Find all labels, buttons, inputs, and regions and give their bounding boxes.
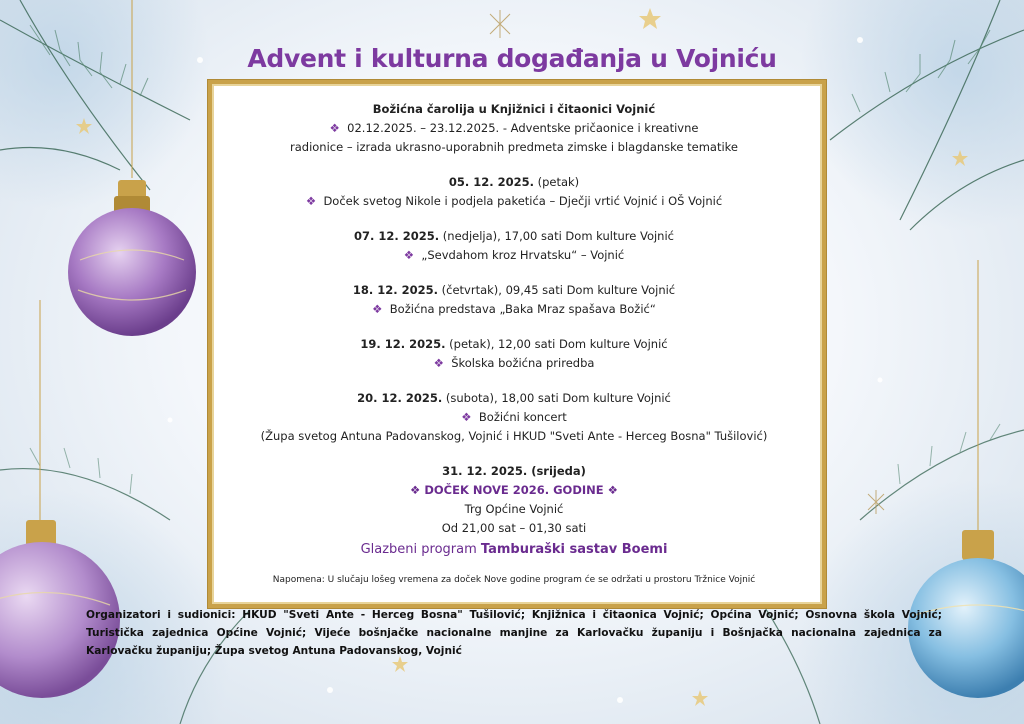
wash-top-left [0, 0, 210, 210]
bullet-icon: ❖ [305, 194, 317, 208]
bullet-icon: ❖ [607, 483, 618, 497]
bullet-icon: ❖ [461, 410, 472, 424]
bullet-icon: ❖ [410, 483, 421, 497]
bullet-icon: ❖ [372, 302, 383, 316]
bullet-icon: ❖ [433, 356, 444, 370]
event-item: ❖ Božićni koncert [461, 410, 567, 424]
newyear-date: 31. 12. 2025. (srijeda) [442, 464, 586, 478]
event-item: ❖ Božićna predstava „Baka Mraz spašava Božić“ [372, 302, 656, 316]
event-heading: Božićna čarolija u Knjižnici i čitaonici Vojnić [372, 102, 656, 116]
event-date: 18. 12. 2025. (četvrtak), 09,45 sati Dom kulture Vojnić [352, 283, 676, 297]
bullet-icon: ❖ [403, 248, 415, 262]
bullet-icon: ❖ [329, 121, 340, 135]
newyear-headline: ❖ DOČEK NOVE 2026. GODINE ❖ [410, 483, 618, 497]
event-line: radionice – izrada ukrasno-uporabnih predmeta zimske i blagdanske tematike [290, 140, 738, 154]
event-extra: (Župa svetog Antuna Padovanskog, Vojnić i HKUD "Sveti Ante - Herceg Bosna" Tušilović) [260, 429, 768, 443]
page-title: Advent i kulturna događanja u Vojniću [247, 44, 777, 73]
event-date: 07. 12. 2025. (nedjelja), 17,00 sati Dom kulture Vojnić [354, 229, 674, 243]
event-date: 05. 12. 2025. (petak) [448, 175, 580, 189]
newyear-time: Od 21,00 sat – 01,30 sati [441, 521, 587, 535]
event-item: ❖ „Sevdahom kroz Hrvatsku“ – Vojnić [403, 248, 625, 262]
event-line: ❖ 02.12.2025. – 23.12.2025. - Adventske pričaonice i kreativne [329, 121, 699, 135]
note: Napomena: U slučaju lošeg vremena za doček Nove godine program će se održati u prostoru Tržnice Vojnić [272, 575, 756, 585]
event-date: 19. 12. 2025. (petak), 12,00 sati Dom kulture Vojnić [360, 337, 668, 351]
newyear-place: Trg Općine Vojnić [464, 502, 564, 516]
organizers: Organizatori i sudionici: HKUD "Sveti Ante - Herceg Bosna" Tušilović; Knjižnica i čitaonica Vojnić; Općina Vojnić; Osnovna škola Vojnić; Turistička zajednica Općine Vojnić; Vijeće bošnjačke nacionalne manjine za Karlovačku županiju i Bošnjačka nacionalna zajednica za Karlovačku županiju; Župa svetog Antuna Padovanskog, Vojnić [86, 609, 942, 657]
newyear-program: Glazbeni program Tamburaški sastav Boemi [360, 542, 668, 557]
event-item: ❖ Doček svetog Nikole i podjela paketića – Dječji vrtić Vojnić i OŠ Vojnić [305, 194, 723, 208]
event-item: ❖ Školska božićna priredba [433, 356, 595, 370]
event-list [214, 100, 814, 559]
event-date: 20. 12. 2025. (subota), 18,00 sati Dom kulture Vojnić [357, 391, 671, 405]
